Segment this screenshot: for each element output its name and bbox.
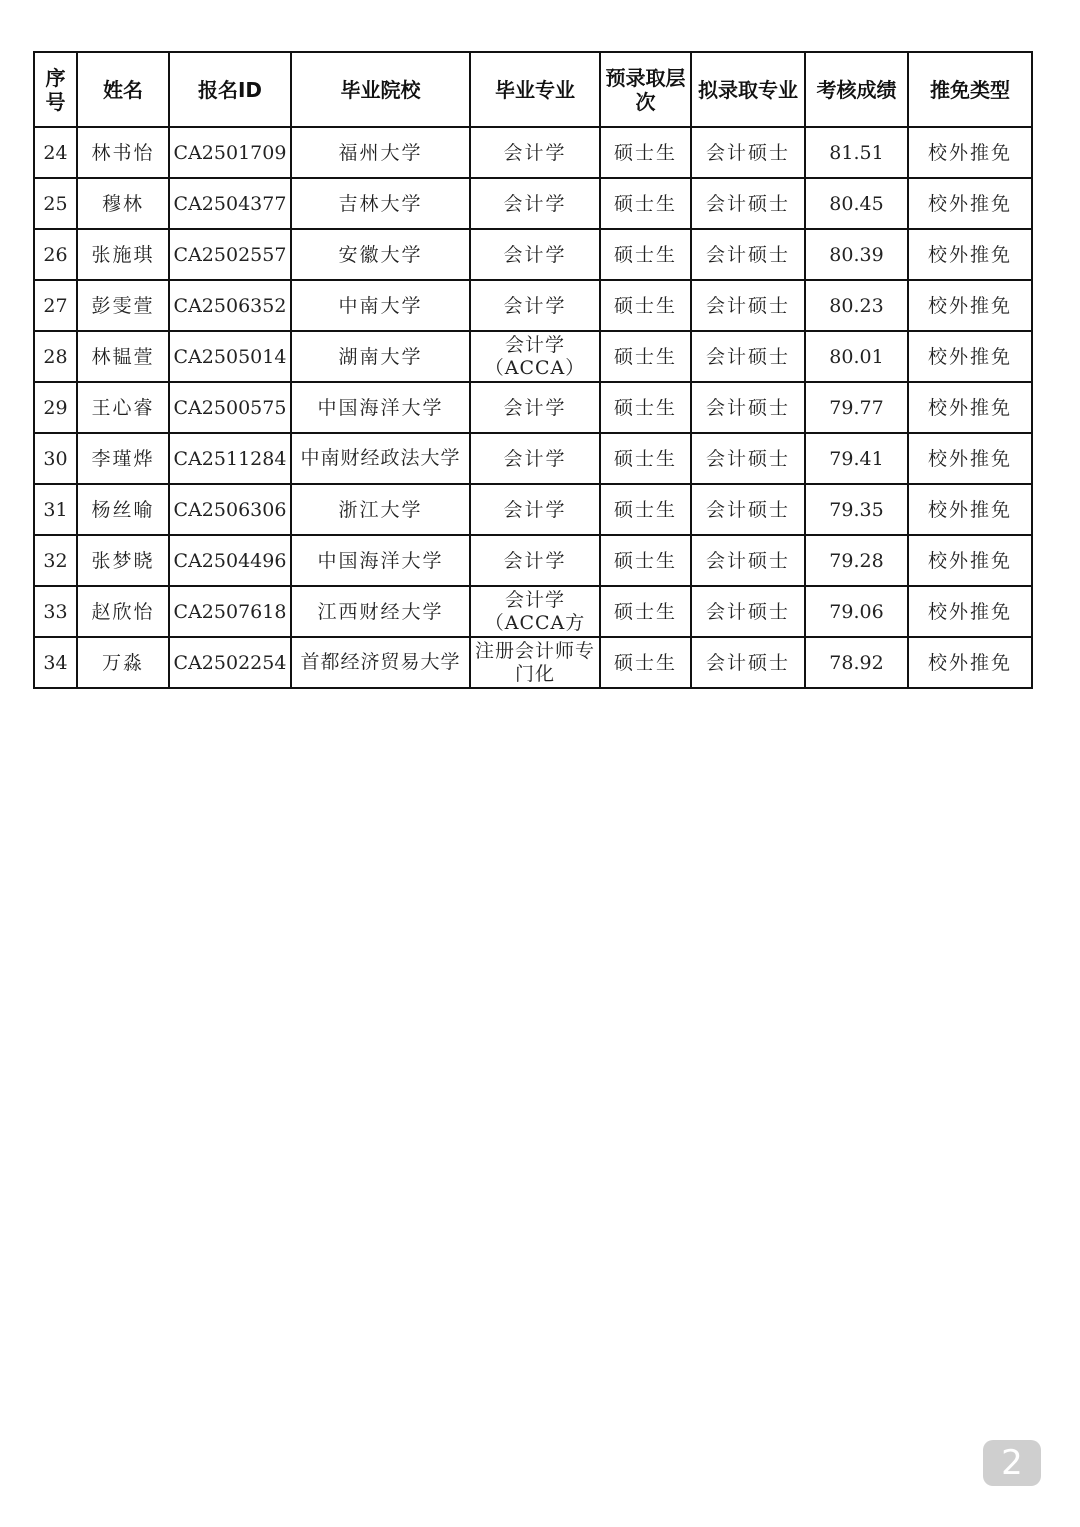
cell-type: 校外推免 [908,484,1032,535]
header-id: 报名ID [169,52,291,127]
table-row [34,127,1032,178]
cell-seq: 31 [34,484,77,535]
cell-id: CA2501709 [169,127,291,178]
cell-id: CA2507618 [169,586,291,637]
cell-score: 78.92 [805,637,908,688]
header-major: 毕业专业 [470,52,600,127]
cell-score: 79.06 [805,586,908,637]
cell-name: 林书怡 [77,127,169,178]
cell-type: 校外推免 [908,178,1032,229]
cell-seq: 29 [34,382,77,433]
cell-school: 浙江大学 [291,484,470,535]
cell-target-major: 会计硕士 [691,229,805,280]
cell-name: 彭雯萱 [77,280,169,331]
cell-score: 79.28 [805,535,908,586]
cell-target-major: 会计硕士 [691,586,805,637]
cell-score: 81.51 [805,127,908,178]
cell-name: 王心睿 [77,382,169,433]
cell-id: CA2511284 [169,433,291,484]
cell-seq: 25 [34,178,77,229]
cell-school: 中国海洋大学 [291,382,470,433]
cell-target-major: 会计硕士 [691,178,805,229]
cell-type: 校外推免 [908,229,1032,280]
cell-target-major: 会计硕士 [691,484,805,535]
cell-level: 硕士生 [600,382,691,433]
cell-seq: 30 [34,433,77,484]
cell-name: 林韫萱 [77,331,169,382]
table-row [34,331,1032,382]
table-row [34,178,1032,229]
cell-id: CA2505014 [169,331,291,382]
cell-seq: 33 [34,586,77,637]
table-row [34,535,1032,586]
cell-school: 福州大学 [291,127,470,178]
cell-score: 80.01 [805,331,908,382]
cell-name: 张施琪 [77,229,169,280]
cell-id: CA2502557 [169,229,291,280]
cell-seq: 28 [34,331,77,382]
cell-level: 硕士生 [600,229,691,280]
cell-level: 硕士生 [600,178,691,229]
table-row [34,586,1032,637]
cell-school: 首都经济贸易大学 [291,637,470,688]
cell-seq: 26 [34,229,77,280]
cell-school: 吉林大学 [291,178,470,229]
header-level: 预录取层次 [600,52,691,127]
cell-seq: 24 [34,127,77,178]
cell-target-major: 会计硕士 [691,535,805,586]
cell-id: CA2500575 [169,382,291,433]
cell-name: 穆林 [77,178,169,229]
cell-type: 校外推免 [908,637,1032,688]
cell-type: 校外推免 [908,331,1032,382]
cell-seq: 32 [34,535,77,586]
cell-level: 硕士生 [600,586,691,637]
table-row [34,280,1032,331]
cell-major: 会计学 [470,484,600,535]
cell-major: 会计学（ACCA） [470,331,600,382]
cell-score: 80.39 [805,229,908,280]
cell-major: 会计学 [470,229,600,280]
header-target-major: 拟录取专业 [691,52,805,127]
cell-name: 杨丝喻 [77,484,169,535]
cell-name: 赵欣怡 [77,586,169,637]
cell-name: 万淼 [77,637,169,688]
cell-level: 硕士生 [600,637,691,688]
cell-score: 80.23 [805,280,908,331]
cell-major: 会计学 [470,535,600,586]
header-seq: 序号 [34,52,77,127]
cell-target-major: 会计硕士 [691,127,805,178]
cell-score: 79.41 [805,433,908,484]
cell-target-major: 会计硕士 [691,382,805,433]
cell-seq: 34 [34,637,77,688]
cell-type: 校外推免 [908,127,1032,178]
cell-id: CA2506352 [169,280,291,331]
cell-target-major: 会计硕士 [691,331,805,382]
cell-level: 硕士生 [600,433,691,484]
table-row [34,484,1032,535]
header-name: 姓名 [77,52,169,127]
cell-target-major: 会计硕士 [691,280,805,331]
table-row [34,637,1032,688]
cell-type: 校外推免 [908,280,1032,331]
cell-name: 李瑾烨 [77,433,169,484]
cell-type: 校外推免 [908,586,1032,637]
header-score: 考核成绩 [805,52,908,127]
table-header-row [34,52,1032,127]
header-type: 推免类型 [908,52,1032,127]
cell-level: 硕士生 [600,127,691,178]
cell-score: 79.35 [805,484,908,535]
cell-target-major: 会计硕士 [691,637,805,688]
table-row [34,433,1032,484]
cell-name: 张梦晓 [77,535,169,586]
cell-school: 中南财经政法大学 [291,433,470,484]
page-number-badge: 2 [983,1440,1041,1486]
cell-major: 会计学 [470,433,600,484]
cell-level: 硕士生 [600,280,691,331]
cell-id: CA2504496 [169,535,291,586]
cell-score: 80.45 [805,178,908,229]
cell-id: CA2506306 [169,484,291,535]
cell-major: 会计学（ACCA方 [470,586,600,637]
cell-school: 中国海洋大学 [291,535,470,586]
cell-id: CA2502254 [169,637,291,688]
table-row [34,382,1032,433]
cell-level: 硕士生 [600,535,691,586]
cell-level: 硕士生 [600,484,691,535]
table-row [34,229,1032,280]
cell-major: 会计学 [470,178,600,229]
cell-seq: 27 [34,280,77,331]
cell-type: 校外推免 [908,433,1032,484]
cell-score: 79.77 [805,382,908,433]
cell-major: 会计学 [470,280,600,331]
cell-school: 中南大学 [291,280,470,331]
cell-major: 注册会计师专门化 [470,637,600,688]
admission-table [33,51,1033,689]
cell-school: 安徽大学 [291,229,470,280]
cell-type: 校外推免 [908,535,1032,586]
cell-major: 会计学 [470,127,600,178]
cell-type: 校外推免 [908,382,1032,433]
cell-id: CA2504377 [169,178,291,229]
header-school: 毕业院校 [291,52,470,127]
cell-target-major: 会计硕士 [691,433,805,484]
cell-school: 湖南大学 [291,331,470,382]
cell-major: 会计学 [470,382,600,433]
cell-school: 江西财经大学 [291,586,470,637]
cell-level: 硕士生 [600,331,691,382]
